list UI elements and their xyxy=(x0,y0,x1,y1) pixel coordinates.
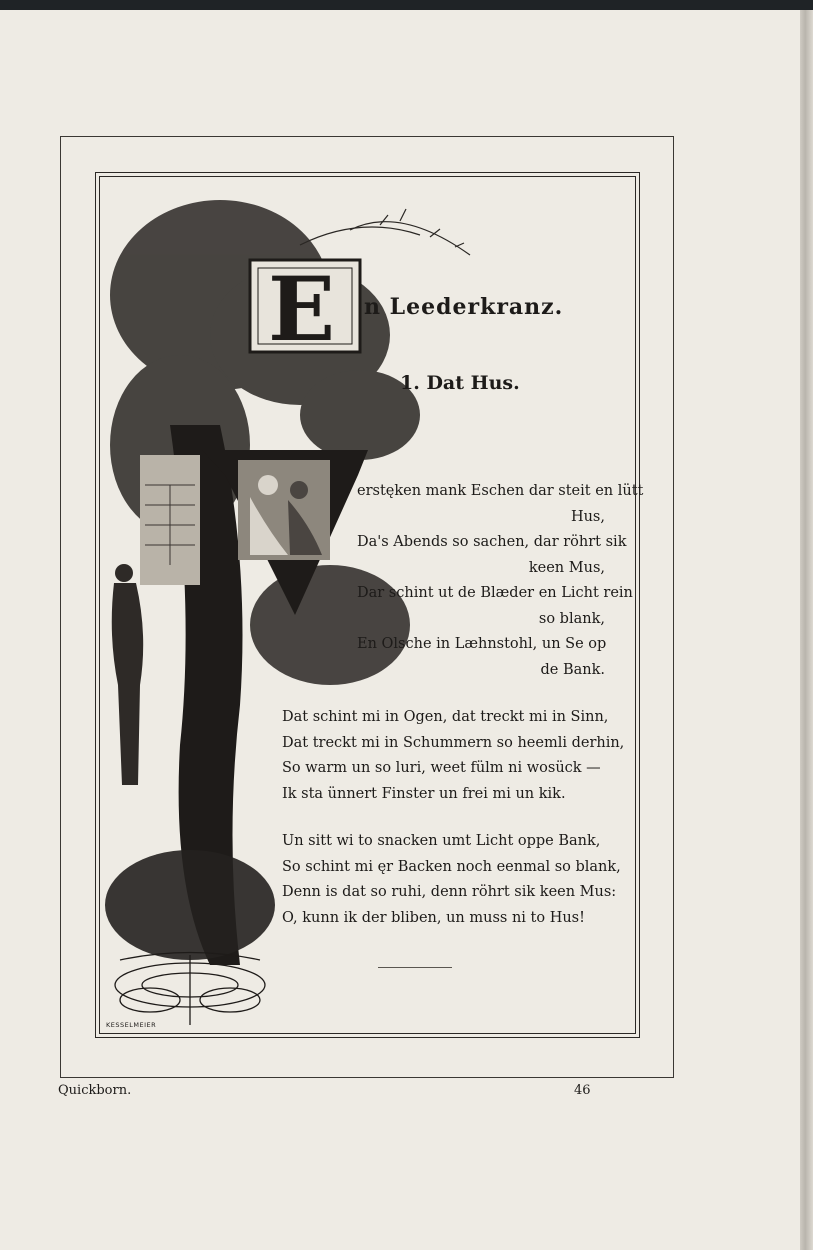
verse-line: So schint mi ęr Backen noch eenmal so blank, xyxy=(282,858,621,875)
verse-line: keen Mus, xyxy=(528,559,605,576)
verse-line: Ik sta ünnert Finster un frei mi un kik. xyxy=(282,785,566,802)
stanza-1 xyxy=(357,479,644,683)
svg-text:E: E xyxy=(268,257,336,361)
verse-line: So warm un so luri, weet fülm ni wosück — xyxy=(282,760,601,776)
poem-subtitle: 1. Dat Hus. xyxy=(400,372,520,394)
stanza-2 xyxy=(282,705,625,807)
page-number: 46 xyxy=(574,1083,591,1098)
page-edge xyxy=(800,10,813,1250)
verse-line: Hus, xyxy=(570,508,605,525)
verse-line: Dar schint ut de Blæder en Licht rein xyxy=(357,585,633,601)
verse-line: Un sitt wi to snacken umt Licht oppe Bank, xyxy=(282,833,601,849)
verse-line: de Bank. xyxy=(540,661,605,678)
engraver-signature: KESSELMEIER xyxy=(106,1021,157,1029)
verse-line: erstęken mank Eschen dar steit en lütt xyxy=(357,483,644,499)
stanza-3 xyxy=(282,829,621,931)
poem-cycle-title xyxy=(364,294,563,320)
verse-line: Dat schint mi in Ogen, dat treckt mi in Sinn, xyxy=(282,709,609,725)
verse-line: Dat treckt mi in Schummern so heemli derhin, xyxy=(282,734,625,751)
verse-line: so blank, xyxy=(538,610,605,627)
closing-rule xyxy=(378,967,452,968)
verse-line: O, kunn ik der bliben, un muss ni to Hus! xyxy=(282,909,585,926)
scan-border xyxy=(0,0,813,10)
verse-line: Da's Abends so sachen, dar röhrt sik xyxy=(357,534,627,550)
verse-line: Denn is dat so ruhi, denn röhrt sik keen Mus: xyxy=(282,884,617,900)
verse-line: En Olsche in Læhnstohl, un Se op xyxy=(357,636,607,652)
running-footer-title: Quickborn. xyxy=(58,1083,132,1098)
title-rest: n Leederkranz. xyxy=(364,294,564,320)
